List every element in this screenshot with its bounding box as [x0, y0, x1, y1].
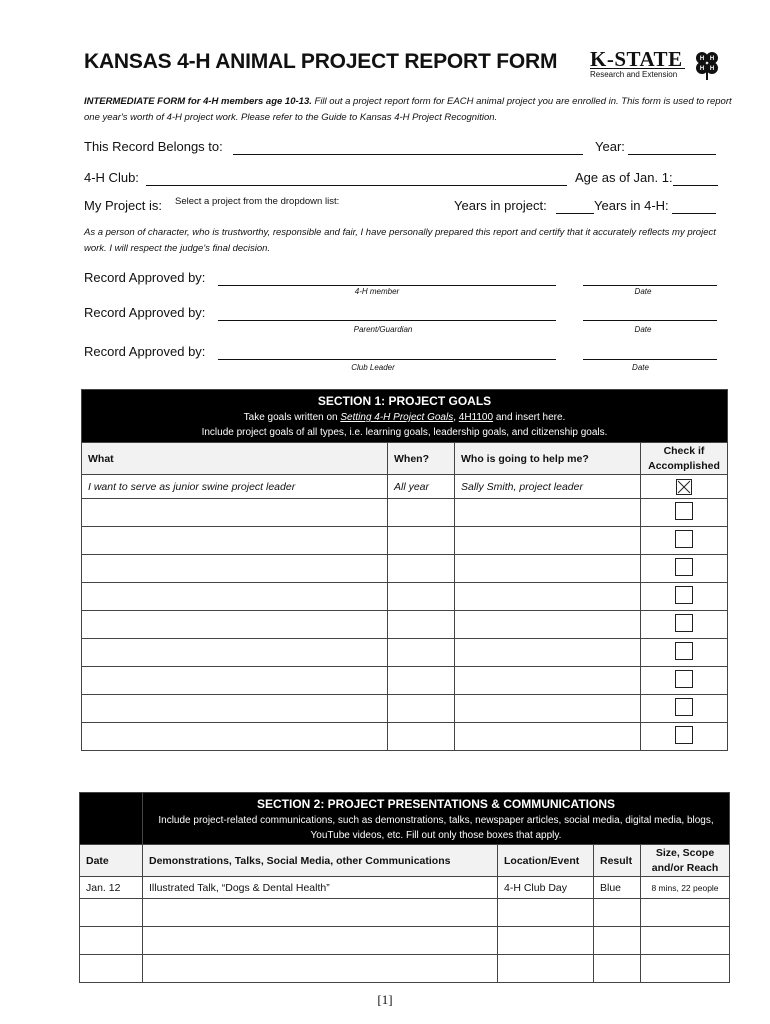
- example-date[interactable]: Jan. 12: [80, 877, 143, 899]
- year-label: Year:: [595, 139, 625, 154]
- approval-date-label-3: Date: [632, 363, 649, 372]
- kstate-logo: [590, 47, 685, 79]
- approval-label-1: Record Approved by:: [84, 270, 206, 285]
- section1-line2: Include project goals of all types, i.e. learning goals, leadership goals, and citizenship goals.: [201, 427, 608, 438]
- checkbox[interactable]: [675, 670, 693, 688]
- approval-date-label-1: Date: [634, 287, 652, 296]
- table-row: [80, 877, 730, 899]
- approval-label-3: Record Approved by:: [84, 344, 206, 359]
- approval-role-1: 4-H member: [354, 287, 400, 296]
- section1-line1-post: and insert here.: [493, 412, 566, 423]
- svg-text:H: H: [709, 66, 715, 72]
- approval-label-2: Record Approved by:: [84, 305, 206, 320]
- col-check: Check if Accomplished: [641, 443, 728, 475]
- years-in-project-label: Years in project:: [454, 198, 547, 213]
- col-activity: Demonstrations, Talks, Social Media, other Communications: [143, 845, 498, 877]
- checkbox[interactable]: [675, 586, 693, 604]
- checkbox[interactable]: [675, 698, 693, 716]
- svg-text:H: H: [699, 56, 705, 62]
- section1-table: [81, 389, 728, 751]
- record-belongs-field[interactable]: [233, 140, 583, 155]
- record-belongs-label: This Record Belongs to:: [84, 139, 223, 154]
- col-date: Date: [80, 845, 143, 877]
- col-who: Who is going to help me?: [455, 443, 641, 475]
- example-what[interactable]: I want to serve as junior swine project leader: [82, 475, 388, 499]
- approval-role-3: Club Leader: [351, 363, 395, 372]
- section1-line1-mid: ,: [453, 412, 459, 423]
- section1-header: [82, 390, 728, 443]
- section2-header: [143, 793, 730, 845]
- checkbox[interactable]: [675, 614, 693, 632]
- checkbox[interactable]: [675, 502, 693, 520]
- example-activity[interactable]: Illustrated Talk, “Dogs & Dental Health”: [143, 877, 498, 899]
- approval-role-2: Parent/Guardian: [353, 325, 413, 334]
- approval-signature-3[interactable]: [218, 345, 556, 360]
- club-field[interactable]: [146, 171, 567, 186]
- clover-icon: [694, 50, 720, 80]
- col-what: What: [82, 443, 388, 475]
- col-location: Location/Event: [498, 845, 594, 877]
- section2-table: [79, 792, 730, 983]
- intro-bold: INTERMEDIATE FORM for 4-H members age 10-13.: [84, 96, 312, 107]
- approval-date-1[interactable]: [583, 271, 717, 286]
- section2-title: SECTION 2: PROJECT PRESENTATIONS & COMMUNICATIONS: [256, 796, 616, 811]
- example-location[interactable]: 4-H Club Day: [498, 877, 594, 899]
- table-row: [82, 499, 728, 527]
- table-row: [82, 611, 728, 639]
- section1-title: SECTION 1: PROJECT GOALS: [317, 394, 492, 408]
- section1-line1-pre: Take goals written on: [243, 412, 341, 423]
- table-row: [82, 583, 728, 611]
- svg-text:H: H: [699, 66, 705, 72]
- table-row: [82, 475, 728, 499]
- table-row: [82, 639, 728, 667]
- 4h1100-link[interactable]: 4H1100: [458, 412, 494, 423]
- section1-line1: [88, 410, 721, 425]
- year-field[interactable]: [628, 140, 716, 155]
- section2-desc: Include project-related communications, such as demonstrations, talks, newspaper articles, social media, digital media, blogs, YouTube videos, etc. Fill out only those boxes that apply.: [158, 814, 714, 841]
- checkbox[interactable]: [675, 558, 693, 576]
- logo-sub: Research and Extension: [590, 68, 685, 79]
- table-row: [82, 527, 728, 555]
- table-row: [82, 723, 728, 751]
- approval-date-label-2: Date: [634, 325, 652, 334]
- approval-date-3[interactable]: [583, 345, 717, 360]
- setting-goals-link[interactable]: Setting 4-H Project Goals: [340, 412, 454, 423]
- approval-date-2[interactable]: [583, 306, 717, 321]
- example-who[interactable]: Sally Smith, project leader: [455, 475, 641, 499]
- checkbox[interactable]: [675, 642, 693, 660]
- age-field[interactable]: [673, 171, 718, 186]
- age-label: Age as of Jan. 1:: [575, 170, 673, 185]
- col-when: When?: [388, 443, 455, 475]
- approval-signature-1[interactable]: [218, 271, 556, 286]
- club-label: 4-H Club:: [84, 170, 139, 185]
- intro-body: Fill out a project report form for EACH animal project you are enrolled in. This form is used to report one year's worth of 4-H project work. Please refer to the Guide to Kansas 4-H Project Recognition.: [84, 96, 732, 123]
- table-row: [80, 955, 730, 983]
- certification-text: As a person of character, who is trustworthy, responsible and fair, I have personally prepared this report and certify that it accurately reflects my project work. I will respect the judge's final decision.: [84, 227, 716, 254]
- table-row: [80, 899, 730, 927]
- project-dropdown[interactable]: Select a project from the dropdown list:: [175, 196, 340, 207]
- project-label: My Project is:: [84, 198, 163, 213]
- checkbox[interactable]: [675, 726, 693, 744]
- table-row: [82, 695, 728, 723]
- example-size[interactable]: 8 mins, 22 people: [641, 877, 730, 899]
- page-number: [1]: [377, 992, 393, 1007]
- col-result: Result: [594, 845, 641, 877]
- years-in-4h-field[interactable]: [672, 199, 716, 214]
- logo-main: K-STATE: [590, 47, 683, 71]
- form-title: KANSAS 4-H ANIMAL PROJECT REPORT FORM: [84, 50, 558, 73]
- intro-text: [84, 94, 734, 126]
- example-when[interactable]: All year: [388, 475, 455, 499]
- checked-box-icon[interactable]: [676, 479, 692, 495]
- table-row: [80, 927, 730, 955]
- checkbox[interactable]: [675, 530, 693, 548]
- svg-text:H: H: [709, 56, 715, 62]
- table-row: [82, 667, 728, 695]
- table-row: [82, 555, 728, 583]
- years-in-project-field[interactable]: [556, 199, 594, 214]
- approval-signature-2[interactable]: [218, 306, 556, 321]
- years-in-4h-label: Years in 4-H:: [594, 198, 669, 213]
- col-size: Size, Scope and/or Reach: [641, 845, 730, 877]
- example-result[interactable]: Blue: [594, 877, 641, 899]
